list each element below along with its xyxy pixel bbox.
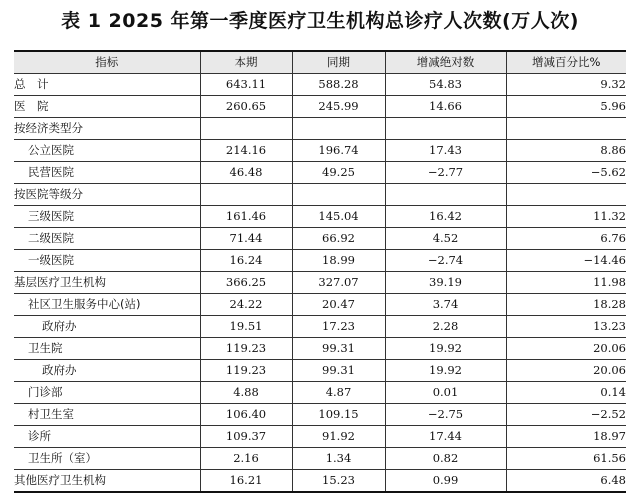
value-cell: 366.25 xyxy=(200,272,292,294)
value-cell: 643.11 xyxy=(200,74,292,96)
value-cell: 20.06 xyxy=(506,338,626,360)
table-row xyxy=(14,426,626,448)
value-cell: 20.06 xyxy=(506,360,626,382)
value-cell: 17.44 xyxy=(385,426,506,448)
value-cell: 4.52 xyxy=(385,228,506,250)
value-cell: 6.48 xyxy=(506,470,626,493)
value-cell: 91.92 xyxy=(292,426,385,448)
row-label: 公立医院 xyxy=(14,140,200,162)
table-row xyxy=(14,96,626,118)
value-cell: 14.66 xyxy=(385,96,506,118)
value-cell: 16.24 xyxy=(200,250,292,272)
table-body xyxy=(14,74,626,493)
value-cell: 5.96 xyxy=(506,96,626,118)
table-row xyxy=(14,272,626,294)
value-cell xyxy=(506,184,626,206)
value-cell: 4.87 xyxy=(292,382,385,404)
value-cell: 61.56 xyxy=(506,448,626,470)
table-title: 表 1 2025 年第一季度医疗卫生机构总诊疗人次数(万人次) xyxy=(61,10,579,32)
value-cell xyxy=(200,118,292,140)
row-label: 卫生院 xyxy=(14,338,200,360)
table-row xyxy=(14,140,626,162)
value-cell: 49.25 xyxy=(292,162,385,184)
value-cell: 46.48 xyxy=(200,162,292,184)
column-header: 指标 xyxy=(14,51,200,74)
value-cell: 1.34 xyxy=(292,448,385,470)
table-row xyxy=(14,206,626,228)
table-row xyxy=(14,470,626,493)
value-cell: 11.98 xyxy=(506,272,626,294)
column-header: 增减百分比% xyxy=(506,51,626,74)
value-cell xyxy=(506,118,626,140)
table-row xyxy=(14,316,626,338)
value-cell: −2.75 xyxy=(385,404,506,426)
table-row xyxy=(14,162,626,184)
value-cell: 16.42 xyxy=(385,206,506,228)
value-cell: 214.16 xyxy=(200,140,292,162)
table-header xyxy=(14,51,626,74)
row-label: 三级医院 xyxy=(14,206,200,228)
value-cell: 99.31 xyxy=(292,360,385,382)
table-row xyxy=(14,448,626,470)
value-cell: 8.86 xyxy=(506,140,626,162)
value-cell: 109.37 xyxy=(200,426,292,448)
value-cell: 19.92 xyxy=(385,338,506,360)
value-cell: 327.07 xyxy=(292,272,385,294)
value-cell: 0.82 xyxy=(385,448,506,470)
row-label: 门诊部 xyxy=(14,382,200,404)
row-label: 政府办 xyxy=(14,360,200,382)
row-label: 基层医疗卫生机构 xyxy=(14,272,200,294)
table-row xyxy=(14,228,626,250)
row-label: 社区卫生服务中心(站) xyxy=(14,294,200,316)
value-cell xyxy=(385,184,506,206)
value-cell: 9.32 xyxy=(506,74,626,96)
value-cell: 260.65 xyxy=(200,96,292,118)
value-cell: 161.46 xyxy=(200,206,292,228)
value-cell: 17.43 xyxy=(385,140,506,162)
value-cell: 4.88 xyxy=(200,382,292,404)
table-row xyxy=(14,118,626,140)
row-label: 按医院等级分 xyxy=(14,184,200,206)
value-cell: 71.44 xyxy=(200,228,292,250)
value-cell: 119.23 xyxy=(200,360,292,382)
value-cell: 119.23 xyxy=(200,338,292,360)
value-cell: 145.04 xyxy=(292,206,385,228)
value-cell: 17.23 xyxy=(292,316,385,338)
value-cell: 18.99 xyxy=(292,250,385,272)
table-row xyxy=(14,250,626,272)
column-header: 增减绝对数 xyxy=(385,51,506,74)
value-cell: 54.83 xyxy=(385,74,506,96)
value-cell: 19.51 xyxy=(200,316,292,338)
column-header: 本期 xyxy=(200,51,292,74)
statistics-table xyxy=(14,50,626,493)
value-cell xyxy=(200,184,292,206)
value-cell: 66.92 xyxy=(292,228,385,250)
value-cell: −5.62 xyxy=(506,162,626,184)
table-row xyxy=(14,382,626,404)
row-label: 诊所 xyxy=(14,426,200,448)
value-cell xyxy=(292,184,385,206)
table-row xyxy=(14,184,626,206)
row-label: 民营医院 xyxy=(14,162,200,184)
table-row xyxy=(14,294,626,316)
row-label: 总 计 xyxy=(14,74,200,96)
value-cell: 11.32 xyxy=(506,206,626,228)
row-label: 二级医院 xyxy=(14,228,200,250)
value-cell: −2.77 xyxy=(385,162,506,184)
row-label: 卫生所（室） xyxy=(14,448,200,470)
value-cell: −2.52 xyxy=(506,404,626,426)
table-row xyxy=(14,74,626,96)
row-label: 其他医疗卫生机构 xyxy=(14,470,200,493)
value-cell: 19.92 xyxy=(385,360,506,382)
value-cell: 245.99 xyxy=(292,96,385,118)
column-header: 同期 xyxy=(292,51,385,74)
row-label: 政府办 xyxy=(14,316,200,338)
value-cell: 15.23 xyxy=(292,470,385,493)
value-cell: 109.15 xyxy=(292,404,385,426)
table-row xyxy=(14,360,626,382)
value-cell: 2.16 xyxy=(200,448,292,470)
value-cell: 2.28 xyxy=(385,316,506,338)
value-cell: 106.40 xyxy=(200,404,292,426)
value-cell: 0.01 xyxy=(385,382,506,404)
table-row xyxy=(14,404,626,426)
row-label: 按经济类型分 xyxy=(14,118,200,140)
header-row xyxy=(14,51,626,74)
value-cell: 39.19 xyxy=(385,272,506,294)
value-cell: 18.97 xyxy=(506,426,626,448)
value-cell: 13.23 xyxy=(506,316,626,338)
value-cell: 16.21 xyxy=(200,470,292,493)
value-cell: 24.22 xyxy=(200,294,292,316)
row-label: 医 院 xyxy=(14,96,200,118)
value-cell: 3.74 xyxy=(385,294,506,316)
value-cell: 0.14 xyxy=(506,382,626,404)
value-cell: 588.28 xyxy=(292,74,385,96)
value-cell: −14.46 xyxy=(506,250,626,272)
value-cell: 0.99 xyxy=(385,470,506,493)
value-cell: 196.74 xyxy=(292,140,385,162)
value-cell: 6.76 xyxy=(506,228,626,250)
row-label: 村卫生室 xyxy=(14,404,200,426)
value-cell xyxy=(292,118,385,140)
value-cell: 18.28 xyxy=(506,294,626,316)
value-cell: 99.31 xyxy=(292,338,385,360)
row-label: 一级医院 xyxy=(14,250,200,272)
value-cell: 20.47 xyxy=(292,294,385,316)
value-cell xyxy=(385,118,506,140)
table-row xyxy=(14,338,626,360)
value-cell: −2.74 xyxy=(385,250,506,272)
